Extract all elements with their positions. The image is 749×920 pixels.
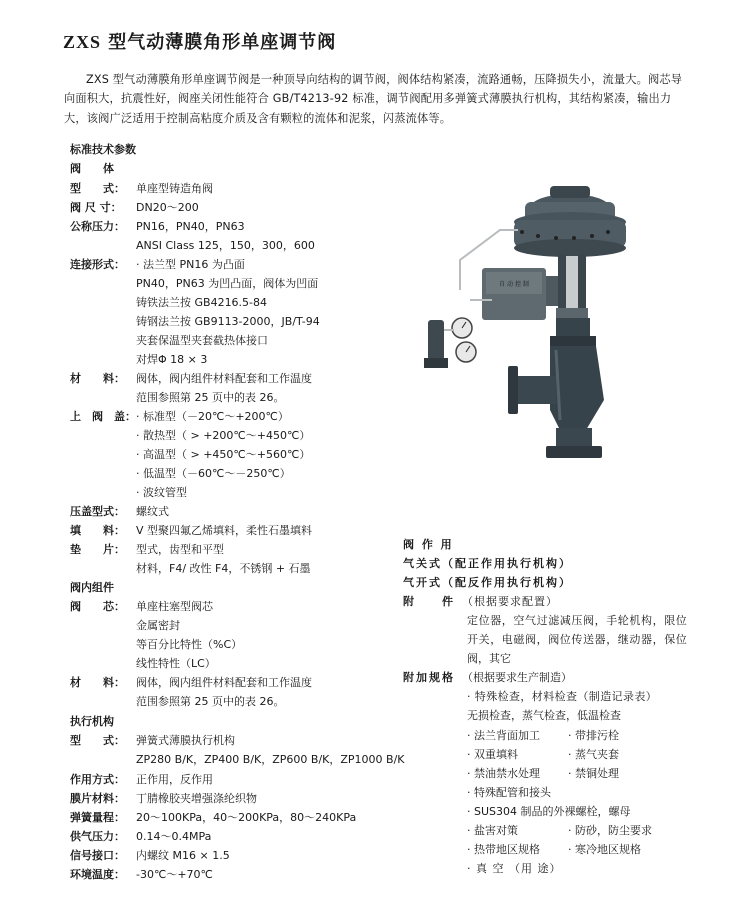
spec-label: 型 式： xyxy=(70,734,125,747)
spec-value: · 标准型（－20℃～+200℃） xyxy=(136,410,289,423)
page-title: ZXS 型气动薄膜角形单座调节阀 xyxy=(63,32,337,53)
spec-subline: PN40，PN63 为凹凸面，阀体为凹面 xyxy=(136,277,319,290)
extra-spec-item: · SUS304 制品的外裸螺栓，螺母 xyxy=(467,805,631,818)
spec-value: PN16，PN40，PN63 xyxy=(136,220,245,233)
accessories-line: 阀，其它 xyxy=(467,652,511,665)
spec-value: -30℃～+70℃ xyxy=(136,868,213,881)
spec-subline: · 散热型（ > +200℃～+450℃） xyxy=(136,429,311,442)
spec-label: 上 阀 盖： xyxy=(70,410,136,423)
extra-spec-item: · 特殊配管和接头 xyxy=(467,786,551,799)
spec-value: 正作用，反作用 xyxy=(136,773,213,786)
extra-spec-label: 附加规格 xyxy=(403,671,455,684)
spec-value: 0.14～0.4MPa xyxy=(136,830,212,843)
spec-label: 环境温度： xyxy=(70,868,125,881)
spec-value: · 法兰型 PN16 为凸面 xyxy=(136,258,245,271)
spec-label: 供气压力： xyxy=(70,830,125,843)
spec-value: 阀体，阀内组件材料配套和工作温度 xyxy=(136,372,312,385)
spec-label: 信号接口： xyxy=(70,849,125,862)
trim-heading: 阀内组件 xyxy=(70,581,114,594)
spec-label: 垫 片： xyxy=(70,543,125,556)
accessories-label: 附 件 xyxy=(403,595,455,608)
spec-subline: 铸钢法兰按 GB9113-2000，JB/T-94 xyxy=(136,315,320,328)
extra-spec-item: · 寒冷地区规格 xyxy=(568,843,641,856)
extra-spec-item: · 双重填料 xyxy=(467,748,518,761)
spec-subline: · 高温型（ > +450℃～+560℃） xyxy=(136,448,311,461)
intro-paragraph: ZXS 型气动薄膜角形单座调节阀是一种顶导向结构的调节阀，阀体结构紧凑，流路通畅，压降损失小，流量大。阀芯导向面积大，抗震性好，阀座关闭性能符合 GB/T4213-92 标准，调节阀配用多弹簧式薄膜执行机构，其结构紧凑，输出力大，该阀广泛适用于控制高粘度介质及含有颗粒的流体和泥浆，闪蒸流体等。 xyxy=(64,73,683,125)
spec-label: 公称压力： xyxy=(70,220,125,233)
spec-label: 材 料： xyxy=(70,372,125,385)
extra-spec-item: · 蒸气夹套 xyxy=(568,748,619,761)
air-to-open: 气开式（配反作用执行机构） xyxy=(403,576,572,589)
spec-label: 膜片材料： xyxy=(70,792,125,805)
spec-value: 型式，齿型和平型 xyxy=(136,543,224,556)
extra-spec-item: · 热带地区规格 xyxy=(467,843,540,856)
spec-label: 作用方式： xyxy=(70,773,125,786)
extra-spec-item: · 盐害对策 xyxy=(467,824,518,837)
spec-subline: 材料，F4/ 改性 F4，不锈钢 + 石墨 xyxy=(136,562,311,575)
extra-spec-item: · 真 空 （用 途） xyxy=(467,862,562,875)
spec-label: 材 料： xyxy=(70,676,125,689)
air-to-close: 气关式（配正作用执行机构） xyxy=(403,557,572,570)
spec-subline: 等百分比特性（%C） xyxy=(136,638,243,651)
actuator-heading: 执行机构 xyxy=(70,715,114,728)
extra-spec-item: · 特殊检查，材料检查（制造记录表） xyxy=(467,690,658,703)
spec-heading: 标准技术参数 xyxy=(70,143,136,156)
spec-label: 填 料： xyxy=(70,524,125,537)
nameplate-text: 自 动 控 制 xyxy=(499,281,529,288)
spec-subline: 金属密封 xyxy=(136,619,180,632)
spec-label: 型 式： xyxy=(70,182,125,195)
extra-spec-item: · 带排污栓 xyxy=(568,729,619,742)
spec-value: 单座柱塞型阀芯 xyxy=(136,600,213,613)
spec-subline: 范围参照第 25 页中的表 26。 xyxy=(136,391,285,404)
extra-spec-item: 无损检查，蒸气检查，低温检查 xyxy=(467,709,621,722)
extra-spec-item: · 禁铜处理 xyxy=(568,767,619,780)
extra-spec-item: · 禁油禁水处理 xyxy=(467,767,540,780)
spec-value: 内螺纹 M16 × 1.5 xyxy=(136,849,230,862)
spec-subline: ANSI Class 125，150，300，600 xyxy=(136,239,315,252)
spec-value: 螺纹式 xyxy=(136,505,169,518)
accessories-line: 开关，电磁阀，阀位传送器，继动器，保位 xyxy=(467,633,688,646)
actuator-models: ZP280 B/K，ZP400 B/K，ZP600 B/K，ZP1000 B/K xyxy=(136,753,405,766)
accessories-note: （根据要求配置） xyxy=(462,595,558,608)
spec-label: 连接形式： xyxy=(70,258,125,271)
spec-subline: 铸铁法兰按 GB4216.5-84 xyxy=(136,296,268,309)
spec-subline: · 波纹管型 xyxy=(136,486,187,499)
extra-spec-note: （根据要求生产制造） xyxy=(462,671,572,684)
spec-label: 弹簧量程： xyxy=(70,811,125,824)
valve-photo xyxy=(400,180,690,480)
spec-value: 弹簧式薄膜执行机构 xyxy=(136,734,235,747)
spec-label: 阀 芯： xyxy=(70,600,125,613)
spec-subline: 对焊Φ 18 × 3 xyxy=(136,353,208,366)
spec-value: V 型聚四氟乙烯填料，柔性石墨填料 xyxy=(136,524,313,537)
spec-value: 丁腈橡胶夹增强涤纶织物 xyxy=(136,792,257,805)
spec-value: 阀体，阀内组件材料配套和工作温度 xyxy=(136,676,312,689)
spec-value: DN20～200 xyxy=(136,201,199,214)
body-heading: 阀 体 xyxy=(70,162,114,175)
extra-spec-item: · 法兰背面加工 xyxy=(467,729,540,742)
spec-subline: 线性特性（LC） xyxy=(136,657,216,670)
action-heading: 阀 作 用 xyxy=(403,538,454,551)
spec-label: 压盖型式： xyxy=(70,505,125,518)
extra-spec-item: · 防砂，防尘要求 xyxy=(568,824,652,837)
spec-subline: 范围参照第 25 页中的表 26。 xyxy=(136,695,285,708)
spec-subline: · 低温型（－60℃～－250℃） xyxy=(136,467,291,480)
spec-value: 单座型铸造角阀 xyxy=(136,182,213,195)
spec-label: 阀 尺 寸： xyxy=(70,201,122,214)
spec-value: 20～100KPa，40～200KPa，80～240KPa xyxy=(136,811,357,824)
accessories-line: 定位器，空气过滤减压阀，手轮机构，限位 xyxy=(467,614,688,627)
spec-subline: 夹套保温型夹套截热体接口 xyxy=(136,334,268,347)
